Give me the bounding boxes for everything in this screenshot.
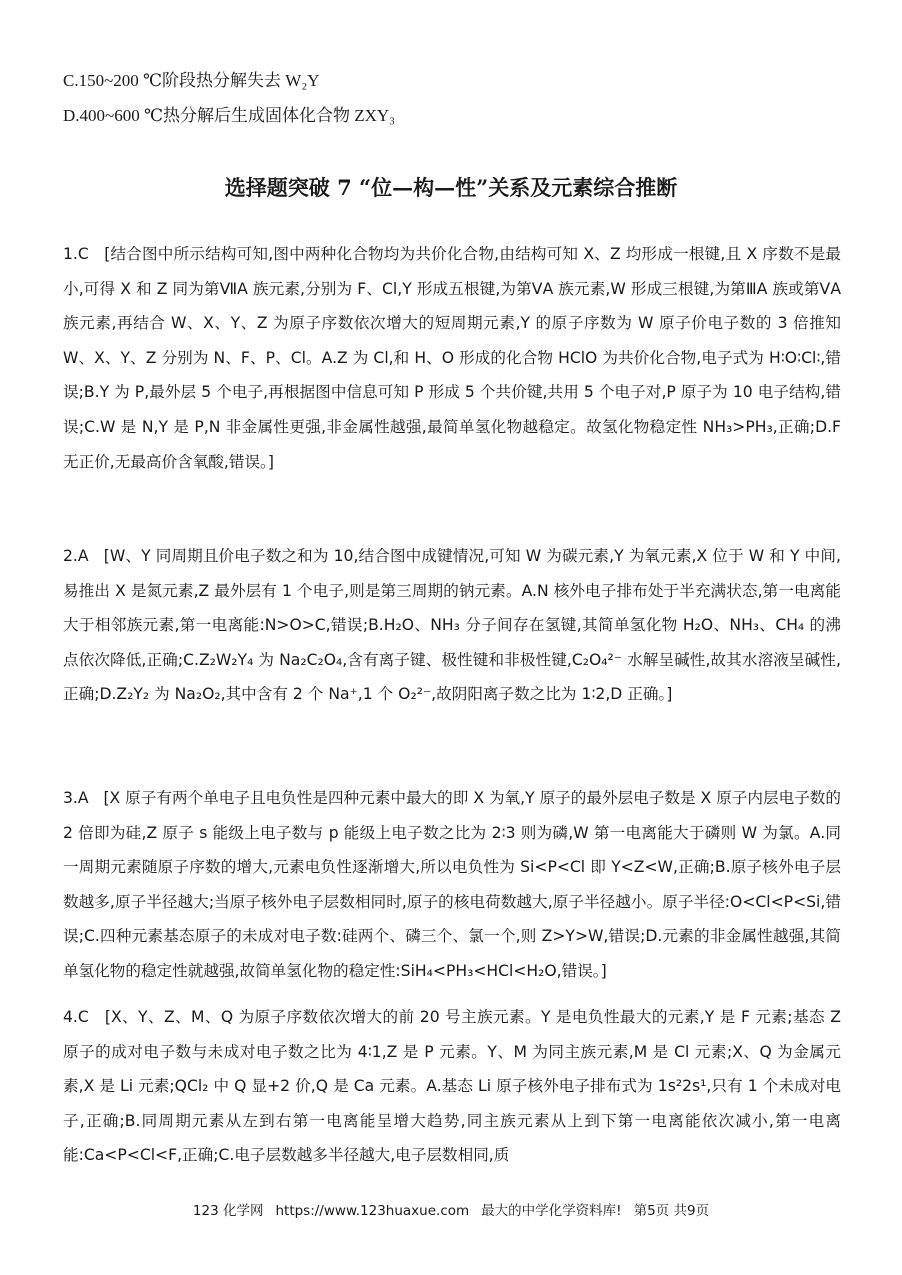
answer-2 xyxy=(63,539,841,712)
answer-text: [X、Y、Z、M、Q 为原子序数依次增大的前 20 号主族元素。Y 是电负性最大的元素,Y 是 F 元素;基态 Z 原子的成对电子数与未成对电子数之比为 4∶1,Z 是 P 元素。Y、M 为同主族元素,M 是 Cl 元素;X、Q 为金属元素,X 是 Li 元素;QCl₂ 中 Q 显+2 价,Q 是 Ca 元素。A.基态 Li 原子核外电子排布式为 1s²2s¹,只有 1 个未成对电子,正确;B.同周期元素从左到右第一电离能呈增大趋势,同主族元素从上到下第一电离能依次减小,第一电离能:Ca<P<Cl<F,正确;C.电子层数越多半径越大,电子层数相同,质 xyxy=(63,1008,841,1165)
page-footer xyxy=(0,1199,902,1219)
footer-url[interactable]: https://www.123huaxue.com xyxy=(275,1203,470,1219)
footer-site: 123 化学网 xyxy=(192,1203,264,1219)
answer-text: [X 原子有两个单电子且电负性是四种元素中最大的即 X 为氧,Y 原子的最外层电子数是 X 原子内层电子数的 2 倍即为硅,Z 原子 s 能级上电子数与 p 能级上电子数之比为 2∶3 则为磷,W 第一电离能大于磷则 W 为氯。A.同一周期元素随原子序数的增大,元素电负性逐渐增大,所以电负性为 Si<P<Cl 即 Y<Z<W,正确;B.原子核外电子层数越多,原子半径越大;当原子核外电子层数相同时,原子的核电荷数越大,原子半径越小。原子半径:O<Cl<P<Si,错误;C.四种元素基态原子的未成对电子数:硅两个、磷三个、氯一个,则 Z>Y>W,错误;D.元素的非金属性越强,其简单氢化物的稳定性就越强,故简单氢化物的稳定性:SiH₄<PH₃<HCl<H₂O,错误。] xyxy=(63,789,841,980)
footer-slogan: 最大的中学化学资料库! xyxy=(481,1203,622,1219)
answer-1 xyxy=(63,237,841,479)
option-c: C.150~200 ℃阶段热分解失去 W₂Y xyxy=(63,71,320,90)
answer-4 xyxy=(63,1000,841,1173)
answer-text: [W、Y 同周期且价电子数之和为 10,结合图中成键情况,可知 W 为碳元素,Y 为氧元素,X 位于 W 和 Y 中间,易推出 X 是氮元素,Z 最外层有 1 个电子,则是第三周期的钠元素。A.N 核外电子排布处于半充满状态,第一电离能大于相邻族元素,第一电离能:N>O>C,错误;B.H₂O、NH₃ 分子间存在氢键,其简单氢化物 H₂O、NH₃、CH₄ 的沸点依次降低,正确;C.Z₂W₂Y₄ 为 Na₂C₂O₄,含有离子键、极性键和非极性键,C₂O₄²⁻ 水解呈碱性,故其水溶液呈碱性,正确;D.Z₂Y₂ 为 Na₂O₂,其中含有 2 个 Na⁺,1 个 O₂²⁻,故阴阳离子数之比为 1∶2,D 正确。] xyxy=(63,547,842,704)
answer-number: 4.C xyxy=(63,1008,89,1026)
answer-text: [结合图中所示结构可知,图中两种化合物均为共价化合物,由结构可知 X、Z 均形成一根键,且 X 序数不是最小,可得 X 和 Z 同为第ⅦA 族元素,分别为 F、Cl,Y 形成五根键,为第ⅤA 族元素,W 形成三根键,为第ⅢA 族或第ⅤA 族元素,再结合 W、X、Y、Z 为原子序数依次增大的短周期元素,Y 的原子序数为 W 原子价电子数的 3 倍推知 W、X、Y、Z 分别为 N、F、P、Cl。A.Z 为 Cl,和 H、O 形成的化合物 HClO 为共价化合物,电子式为 H∶O∶Cl∶,错误;B.Y 为 P,最外层 5 个电子,再根据图中信息可知 P 形成 5 个共价键,共用 5 个电子对,P 原子为 10 电子结构,错误;C.W 是 N,Y 是 P,N 非金属性更强,非金属性越强,最简单氢化物越稳定。故氢化物稳定性 NH₃>PH₃,正确;D.F 无正价,无最高价含氧酸,错误。] xyxy=(63,245,841,471)
answer-number: 3.A xyxy=(63,789,89,807)
option-d: D.400~600 ℃热分解后生成固体化合物 ZXY₃ xyxy=(63,106,396,125)
answer-3 xyxy=(63,781,841,989)
answer-number: 2.A xyxy=(63,547,89,565)
answer-number: 1.C xyxy=(63,245,89,263)
footer-page-number: 第5页 共9页 xyxy=(633,1203,710,1219)
section-title: 选择题突破 7 “位—构—性”关系及元素综合推断 xyxy=(224,175,678,200)
